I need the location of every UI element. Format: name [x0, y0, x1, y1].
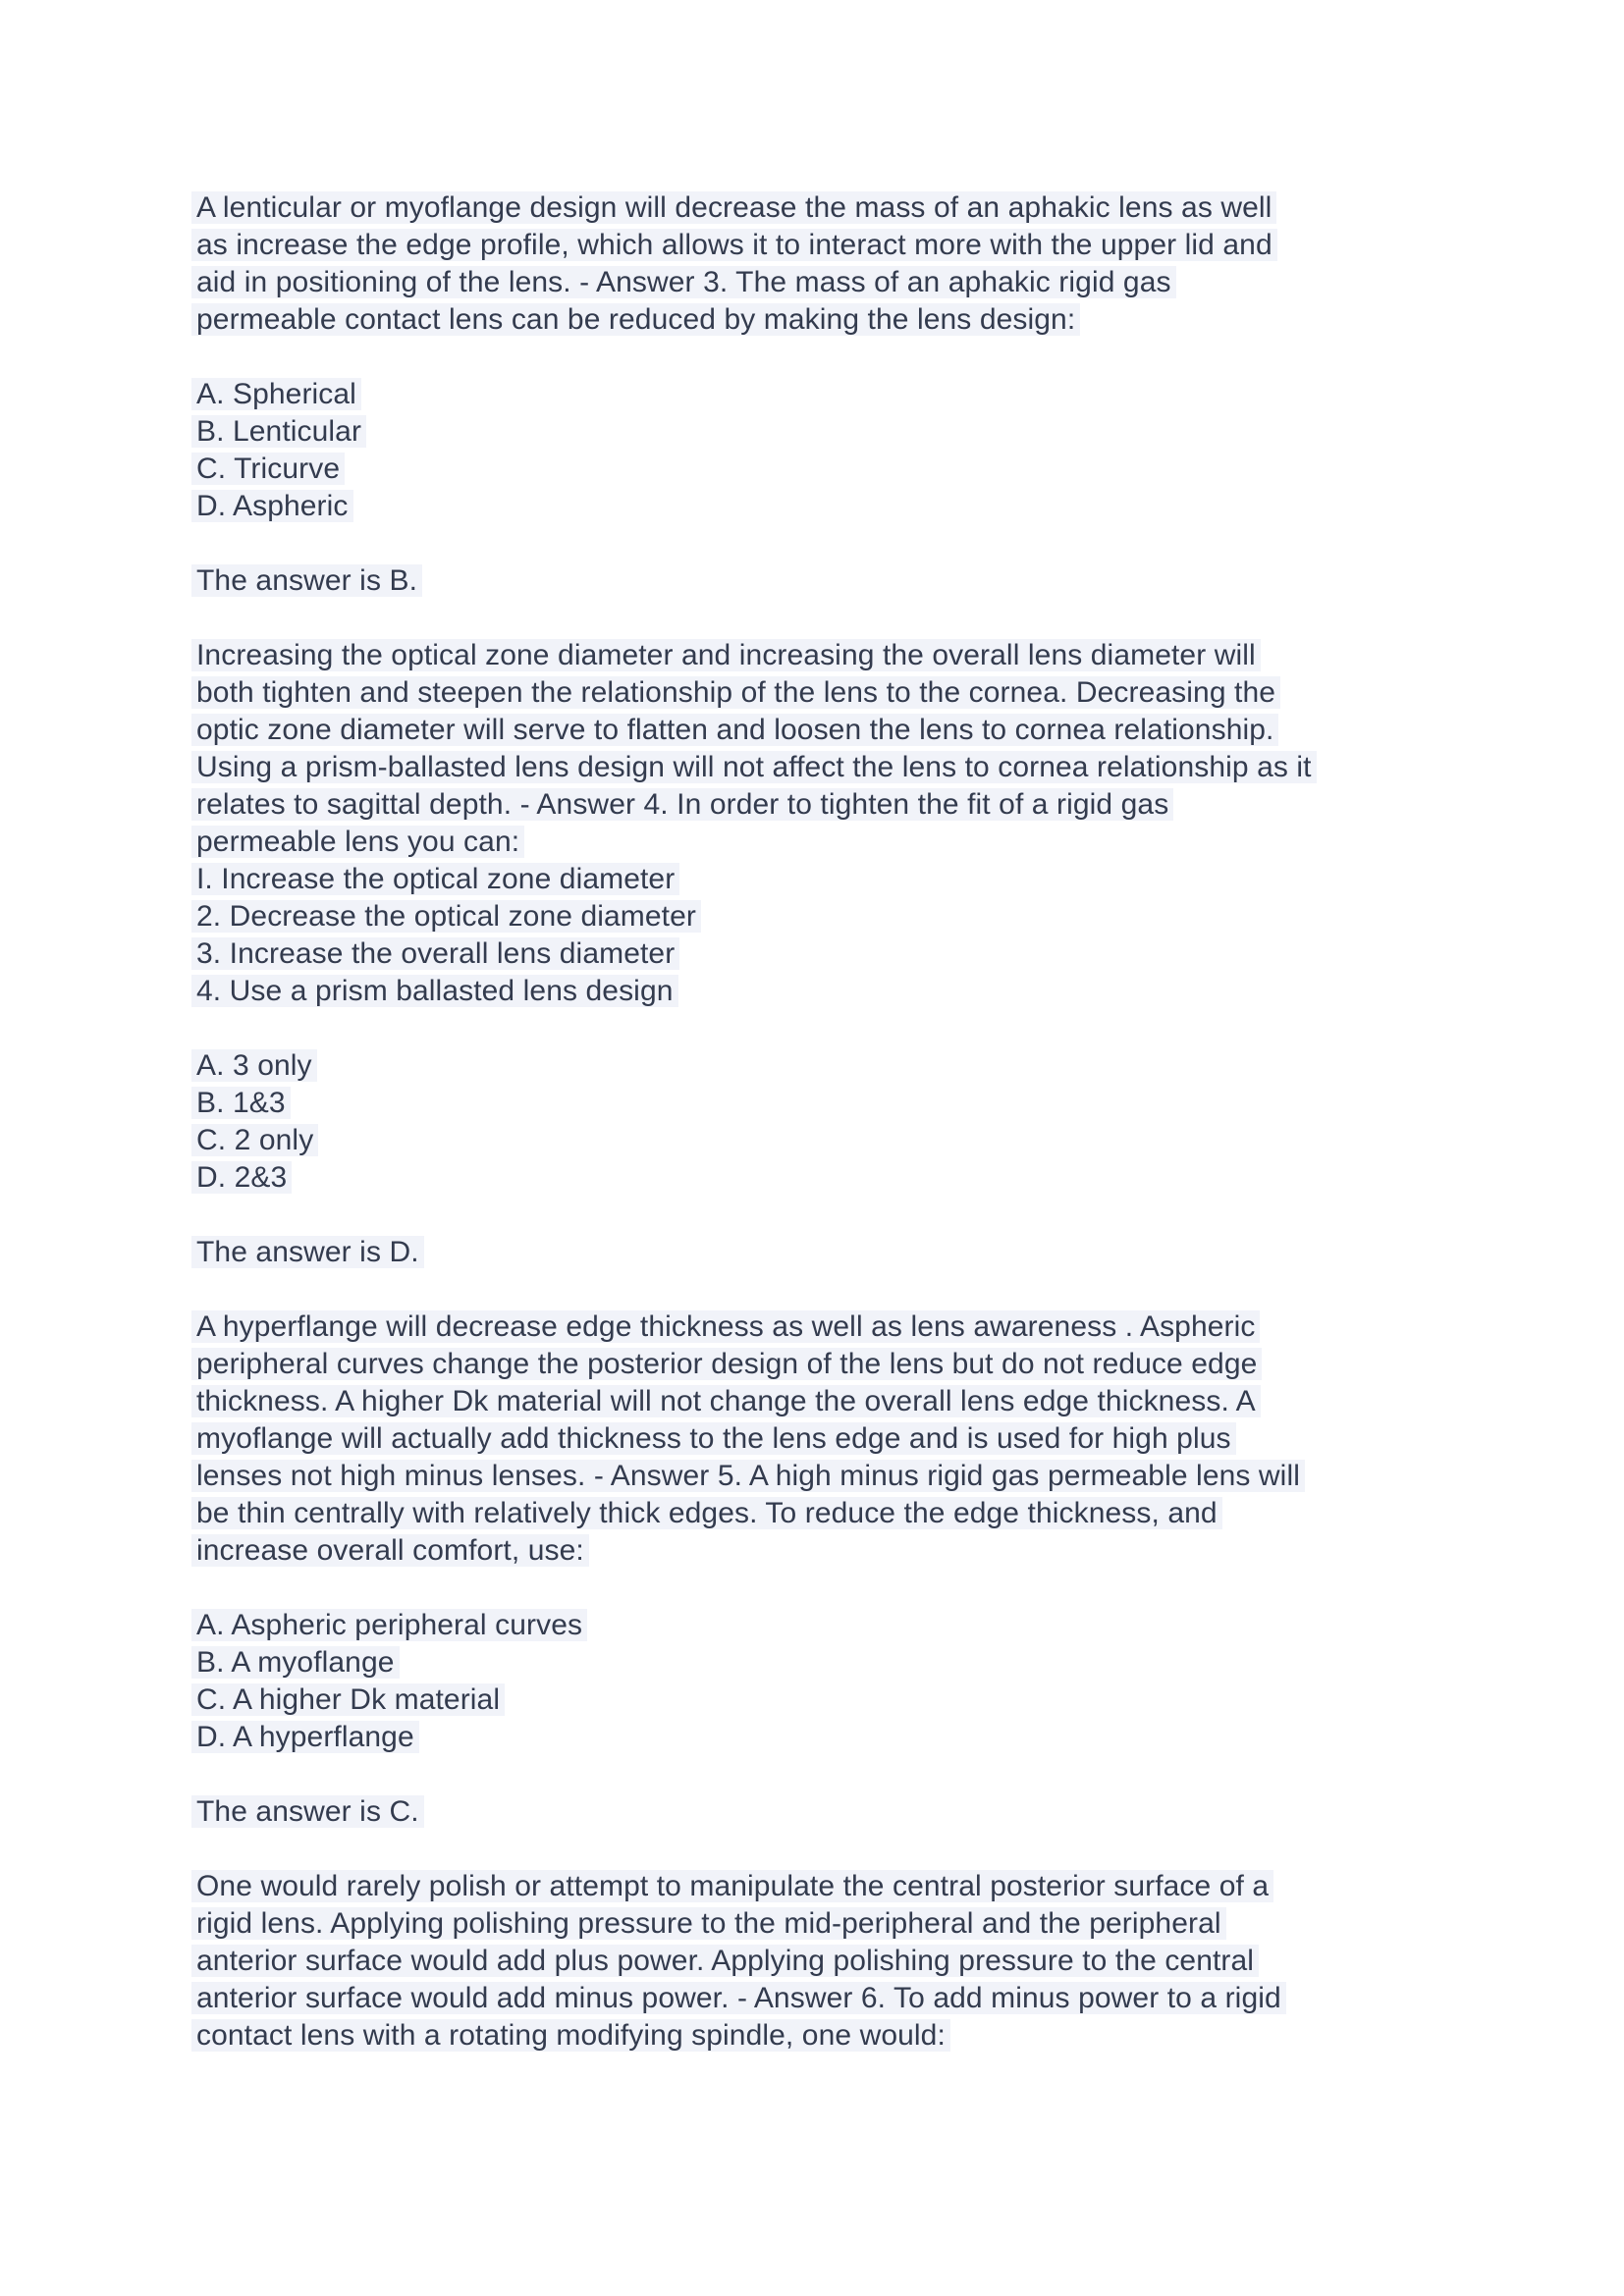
- highlighted-text: B. 1&3: [191, 1087, 291, 1119]
- highlighted-text: 4. Use a prism ballasted lens design: [191, 975, 678, 1007]
- numbered-item-line: [196, 861, 1437, 898]
- text-line: [196, 1308, 1437, 1346]
- option-line: [196, 1122, 1437, 1159]
- text-line: [196, 1905, 1437, 1943]
- text-line: [196, 227, 1437, 264]
- blank-line: [196, 1010, 1437, 1047]
- paragraph-explanation-question-3: [196, 189, 1437, 339]
- text-line: [196, 1495, 1437, 1532]
- highlighted-text: 2. Decrease the optical zone diameter: [191, 900, 701, 933]
- option-line: [196, 1644, 1437, 1682]
- highlighted-text: anterior surface would add minus power. - Answer 6. To add minus power to a rigid: [191, 1982, 1286, 2014]
- highlighted-text: A hyperflange will decrease edge thickness as well as lens awareness . Aspheric: [191, 1310, 1260, 1343]
- highlighted-text: peripheral curves change the posterior design of the lens but do not reduce edge: [191, 1348, 1262, 1380]
- numbered-item-line: [196, 935, 1437, 973]
- option-line: [196, 488, 1437, 525]
- highlighted-text: D. A hyperflange: [191, 1721, 419, 1753]
- text-line: [196, 301, 1437, 339]
- option-line: [196, 413, 1437, 451]
- text-line: [196, 1868, 1437, 1905]
- option-line: [196, 451, 1437, 488]
- text-line: [196, 1420, 1437, 1458]
- option-line: [196, 376, 1437, 413]
- option-line: [196, 1719, 1437, 1756]
- blank-line: [196, 600, 1437, 637]
- highlighted-text: The answer is D.: [191, 1236, 424, 1268]
- text-line: [196, 264, 1437, 301]
- numbered-item-line: [196, 973, 1437, 1010]
- text-line: [196, 2017, 1437, 2055]
- text-line: [196, 749, 1437, 786]
- highlighted-text: The answer is C.: [191, 1795, 424, 1828]
- highlighted-text: One would rarely polish or attempt to manipulate the central posterior surface of a: [191, 1870, 1273, 1902]
- option-line: [196, 1159, 1437, 1197]
- answer-statement-3: [196, 562, 1437, 600]
- highlighted-text: Using a prism-ballasted lens design will not affect the lens to cornea relationship as it: [191, 751, 1317, 783]
- blank-line: [196, 1831, 1437, 1868]
- highlighted-text: lenses not high minus lenses. - Answer 5. A high minus rigid gas permeable lens will: [191, 1460, 1305, 1492]
- highlighted-text: 3. Increase the overall lens diameter: [191, 937, 679, 970]
- text-line: [196, 1458, 1437, 1495]
- highlighted-text: relates to sagittal depth. - Answer 4. In order to tighten the fit of a rigid gas: [191, 788, 1173, 821]
- highlighted-text: A. Spherical: [191, 378, 361, 410]
- blank-line: [196, 1197, 1437, 1234]
- option-line: [196, 1085, 1437, 1122]
- option-line: [196, 1607, 1437, 1644]
- highlighted-text: both tighten and steepen the relationship of the lens to the cornea. Decreasing the: [191, 676, 1280, 709]
- text-line: [196, 189, 1437, 227]
- numbered-item-line: [196, 898, 1437, 935]
- option-line: [196, 1047, 1437, 1085]
- highlighted-text: optic zone diameter will serve to flatten and loosen the lens to cornea relationship.: [191, 714, 1278, 746]
- text-line: [196, 1980, 1437, 2017]
- highlighted-text: B. A myoflange: [191, 1646, 400, 1679]
- text-line: [196, 1383, 1437, 1420]
- highlighted-text: thickness. A higher Dk material will not change the overall lens edge thickness. A: [191, 1385, 1261, 1417]
- highlighted-text: C. A higher Dk material: [191, 1683, 505, 1716]
- paragraph-explanation-question-4: [196, 637, 1437, 1010]
- text-line: [196, 712, 1437, 749]
- option-line: [196, 1682, 1437, 1719]
- answer-options-3: [196, 376, 1437, 525]
- text-line: [196, 1234, 1437, 1271]
- text-line: [196, 1346, 1437, 1383]
- blank-line: [196, 1756, 1437, 1793]
- answer-options-4: [196, 1047, 1437, 1197]
- highlighted-text: rigid lens. Applying polishing pressure to the mid-peripheral and the peripheral: [191, 1907, 1226, 1940]
- text-line: [196, 786, 1437, 824]
- paragraph-explanation-question-5: [196, 1308, 1437, 1570]
- blank-line: [196, 1570, 1437, 1607]
- highlighted-text: C. 2 only: [191, 1124, 318, 1156]
- blank-line: [196, 525, 1437, 562]
- highlighted-text: B. Lenticular: [191, 415, 366, 448]
- highlighted-text: A lenticular or myoflange design will decrease the mass of an aphakic lens as well: [191, 191, 1276, 224]
- text-line: [196, 824, 1437, 861]
- text-line: [196, 674, 1437, 712]
- highlighted-text: C. Tricurve: [191, 453, 345, 485]
- answer-statement-4: [196, 1234, 1437, 1271]
- answer-statement-5: [196, 1793, 1437, 1831]
- highlighted-text: anterior surface would add plus power. Applying polishing pressure to the central: [191, 1945, 1259, 1977]
- blank-line: [196, 339, 1437, 376]
- highlighted-text: as increase the edge profile, which allows it to interact more with the upper lid and: [191, 229, 1277, 261]
- highlighted-text: D. Aspheric: [191, 490, 353, 522]
- highlighted-text: A. 3 only: [191, 1049, 317, 1082]
- highlighted-text: be thin centrally with relatively thick edges. To reduce the edge thickness, and: [191, 1497, 1222, 1529]
- text-line: [196, 1532, 1437, 1570]
- highlighted-text: I. Increase the optical zone diameter: [191, 863, 679, 895]
- paragraph-explanation-question-6: [196, 1868, 1437, 2055]
- highlighted-text: Increasing the optical zone diameter and increasing the overall lens diameter will: [191, 639, 1261, 671]
- highlighted-text: myoflange will actually add thickness to the lens edge and is used for high plus: [191, 1422, 1236, 1455]
- highlighted-text: aid in positioning of the lens. - Answer 3. The mass of an aphakic rigid gas: [191, 266, 1176, 298]
- text-line: [196, 1943, 1437, 1980]
- highlighted-text: contact lens with a rotating modifying spindle, one would:: [191, 2019, 950, 2052]
- highlighted-text: increase overall comfort, use:: [191, 1534, 589, 1567]
- highlighted-text: permeable contact lens can be reduced by making the lens design:: [191, 303, 1080, 336]
- text-line: [196, 562, 1437, 600]
- text-line: [196, 1793, 1437, 1831]
- highlighted-text: permeable lens you can:: [191, 826, 524, 858]
- answer-options-5: [196, 1607, 1437, 1756]
- highlighted-text: The answer is B.: [191, 564, 422, 597]
- highlighted-text: D. 2&3: [191, 1161, 292, 1194]
- text-line: [196, 637, 1437, 674]
- highlighted-text: A. Aspheric peripheral curves: [191, 1609, 587, 1641]
- blank-line: [196, 1271, 1437, 1308]
